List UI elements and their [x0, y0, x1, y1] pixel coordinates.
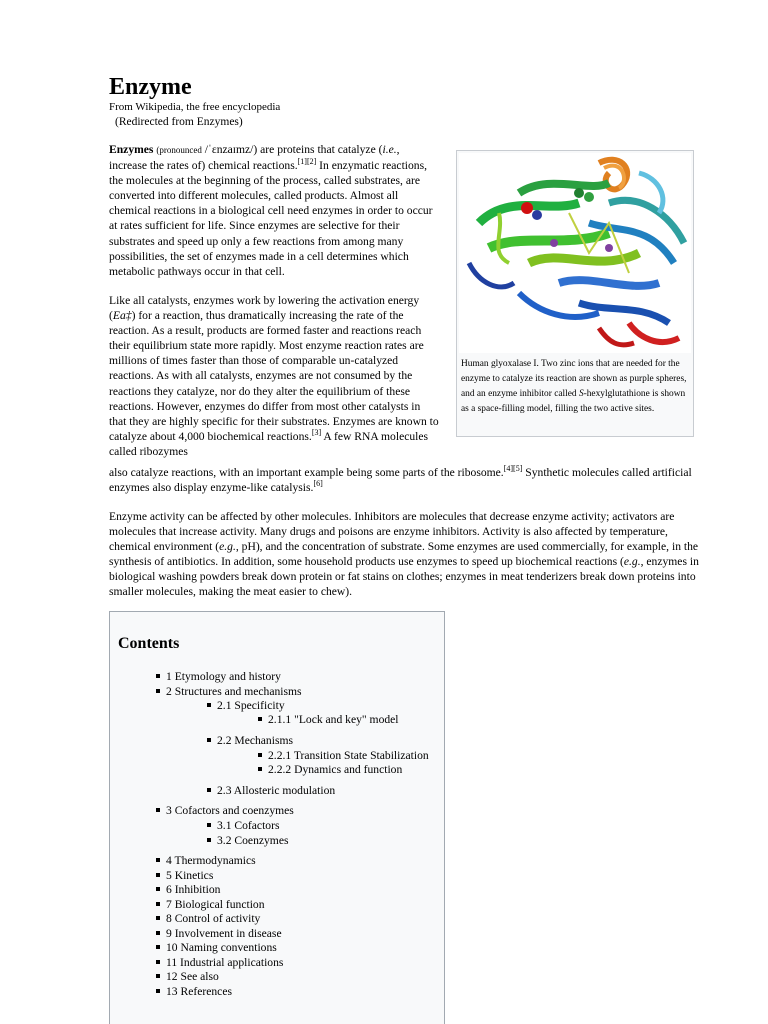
bullet-icon [156, 989, 160, 993]
toc-title: Contents [118, 635, 180, 652]
term-enzymes: Enzymes [109, 143, 154, 156]
bullet-icon [156, 916, 160, 920]
toc-item[interactable]: 2.2.2 Dynamics and function [258, 763, 402, 777]
bullet-icon [156, 902, 160, 906]
toc-item[interactable]: 13 References [156, 985, 232, 999]
toc-item[interactable]: 6 Inhibition [156, 883, 220, 897]
reference-2-link[interactable]: [2] [306, 157, 317, 167]
toc-item[interactable]: 2.1 Specificity [207, 699, 285, 713]
intro-paragraph-2-continued: also catalyze reactions, with an important example being some parts of the ribosome.[4][5] Synthetic molecules called artificial enzymes also display enzyme-like catalysis.[6] [109, 464, 692, 495]
toc-item[interactable]: 8 Control of activity [156, 912, 260, 926]
reference-1-link[interactable]: [1] [297, 157, 307, 167]
bullet-icon [258, 767, 262, 771]
protein-ribbon-illustration [459, 153, 691, 353]
intro-paragraph-3: Enzyme activity can be affected by other molecules. Inhibitors are molecules that decrease enzyme activity; activators are molecules that increase activity. Many drugs and poisons are enzyme inhibitors. Activity is also affected by temperature, chemical environment (e.g., pH), and the concentration of substrate. Some enzymes are used commercially, for example, in the synthesis of antibiotics. In addition, some household products use enzymes to speed up biochemical reactions (e.g., enzymes in biological washing powders break down protein or fat stains on clothes; enzymes in meat tenderizers break down proteins into smaller molecules, making the meat easier to chew). [109, 510, 699, 599]
bullet-icon [207, 703, 211, 707]
intro-paragraph-2: Like all catalysts, enzymes work by lowering the activation energy (Ea‡) for a reaction, thus dramatically increasing the rate of the reaction. As a result, products are formed faster and reactions reach their equilibrium state more rapidly. Most enzyme reaction rates are millions of times faster than those of comparable un-catalyzed reactions. As with all catalysts, enzymes are not consumed by the reactions they catalyze, nor do they alter the equilibrium of these reactions. However, enzymes do differ from most other catalysts in that they are highly specific for their substrates. Enzymes are known to catalyze about 4,000 biochemical reactions.[3] A few RNA molecules called ribozymes [109, 294, 439, 458]
toc-item[interactable]: 10 Naming conventions [156, 941, 277, 955]
bullet-icon [156, 974, 160, 978]
bullet-icon [156, 887, 160, 891]
bullet-icon [156, 689, 160, 693]
bullet-icon [156, 858, 160, 862]
toc-item[interactable]: 2.2.1 Transition State Stabilization [258, 749, 429, 763]
reference-3-link[interactable]: [3] [311, 427, 322, 437]
page-title: Enzyme [109, 74, 192, 100]
infobox-figure [456, 150, 694, 437]
toc-item[interactable]: 2.3 Allosteric modulation [207, 784, 335, 798]
bullet-icon [258, 753, 262, 757]
toc-item[interactable]: 4 Thermodynamics [156, 854, 256, 868]
toc-item[interactable]: 11 Industrial applications [156, 956, 283, 970]
toc-item[interactable]: 12 See also [156, 970, 219, 984]
toc-item[interactable]: 2.2 Mechanisms [207, 734, 293, 748]
toc-item[interactable]: 5 Kinetics [156, 869, 213, 883]
enzyme-structure-image[interactable] [459, 153, 691, 353]
bullet-icon [207, 823, 211, 827]
toc-item[interactable]: 2.1.1 "Lock and key" model [258, 713, 399, 727]
bullet-icon [207, 788, 211, 792]
bullet-icon [156, 960, 160, 964]
bullet-icon [156, 945, 160, 949]
toc-item[interactable]: 3 Cofactors and coenzymes [156, 804, 294, 818]
toc-item[interactable]: 3.2 Coenzymes [207, 834, 288, 848]
reference-5-link[interactable]: [5] [513, 464, 523, 474]
bullet-icon [156, 808, 160, 812]
figure-caption: Human glyoxalase I. Two zinc ions that are needed for the enzyme to catalyze its reaction are shown as purple spheres, and an enzyme inhibitor called S-hexylglutathione is shown as a space-filling model, filling the two active sites. [461, 359, 687, 414]
ipa-link[interactable]: /ˈɛnzaɪmz/ [204, 143, 254, 156]
bullet-icon [258, 717, 262, 721]
toc-item[interactable]: 1 Etymology and history [156, 670, 281, 684]
toc-item[interactable]: 2 Structures and mechanisms [156, 685, 302, 699]
toc-item[interactable]: 3.1 Cofactors [207, 819, 279, 833]
redirect-notice: (Redirected from Enzymes) [115, 116, 243, 128]
activation-energy-symbol: Ea‡ [112, 309, 132, 323]
reference-6-link[interactable]: [6] [313, 479, 323, 489]
bullet-icon [207, 838, 211, 842]
table-of-contents [109, 611, 445, 1024]
bullet-icon [156, 931, 160, 935]
toc-item[interactable]: 9 Involvement in disease [156, 927, 282, 941]
bullet-icon [156, 873, 160, 877]
pronounced-label: (pronounced [156, 145, 202, 155]
bullet-icon [156, 674, 160, 678]
intro-paragraph-1: Enzymes (pronounced /ˈɛnzaɪmz/) are proteins that catalyze (i.e., increase the rates of) chemical reactions.[1][2] In enzymatic reactions, the molecules at the beginning of the process, called substrates, are converted into different molecules, called products. Almost all chemical reactions in a biological cell need enzymes in order to occur at rates sufficient for life. Since enzymes are selective for their substrates and speed up only a few reactions from among many possibilities, the set of enzymes made in a cell determines which metabolic pathways occur in that cell. [109, 143, 433, 278]
site-tagline: From Wikipedia, the free encyclopedia [109, 101, 281, 113]
reference-4-link[interactable]: [4] [503, 464, 514, 474]
bullet-icon [207, 738, 211, 742]
toc-item[interactable]: 7 Biological function [156, 898, 265, 912]
